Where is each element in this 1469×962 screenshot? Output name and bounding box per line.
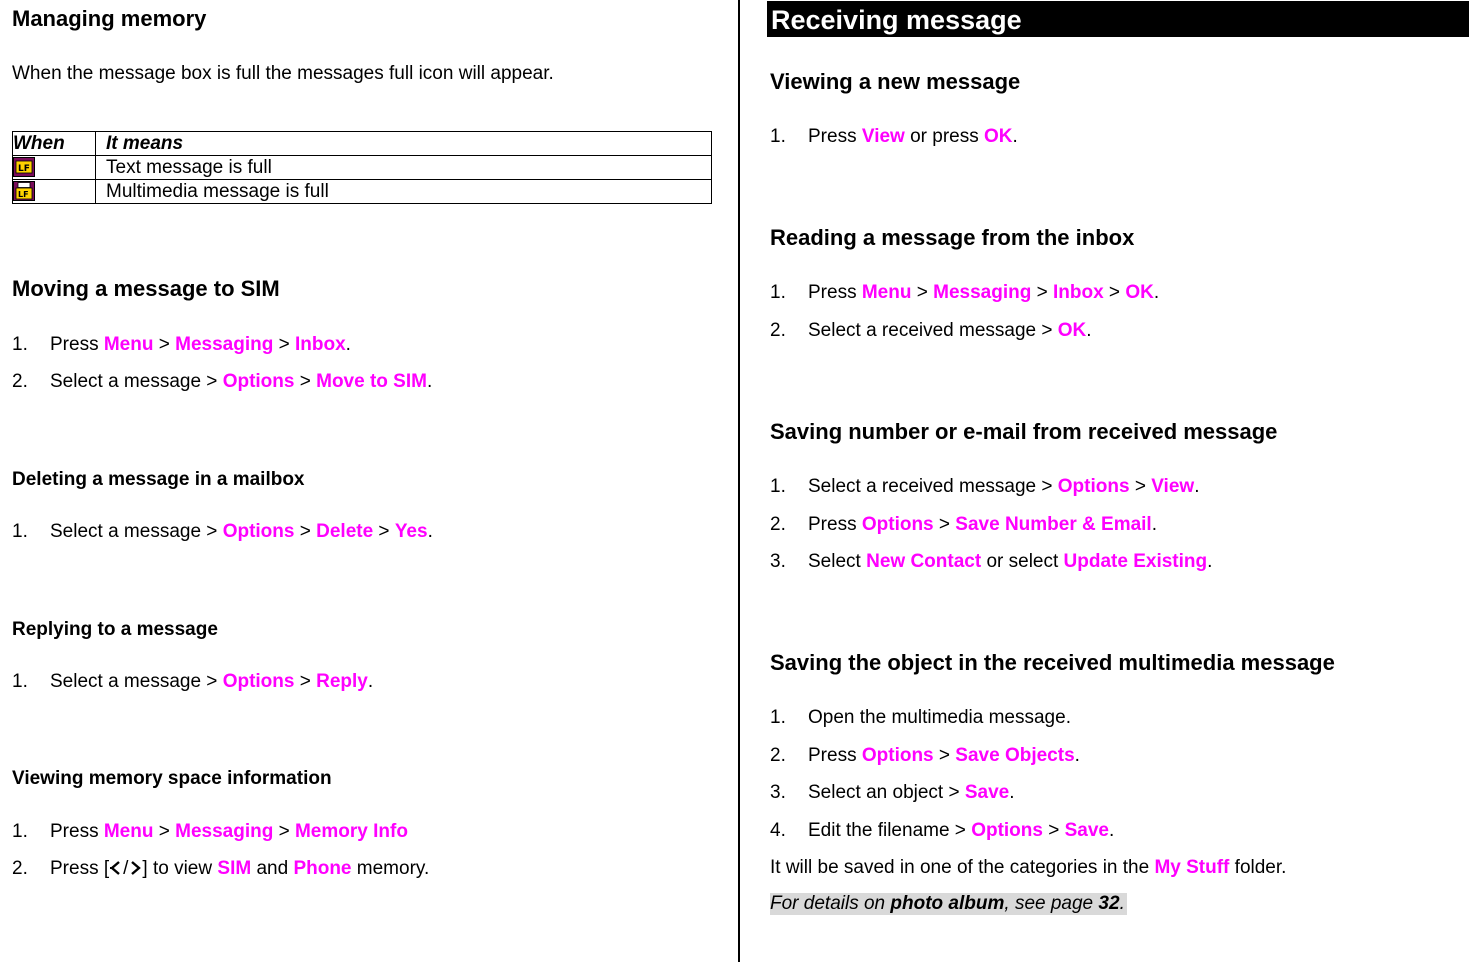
mms-full-icon <box>13 181 35 201</box>
nav-right-icon <box>128 860 142 876</box>
nav-left-icon <box>109 860 123 876</box>
replying-message-heading: Replying to a message <box>12 619 218 640</box>
table-cell-meaning: Text message is full <box>96 156 712 180</box>
table-header-when: When <box>13 132 96 156</box>
list-item: 1. Select a received message > Options > View. <box>770 476 1200 497</box>
list-item: 1. Press Menu > Messaging > Inbox. <box>12 334 351 355</box>
list-item: 1. Press Menu > Messaging > Inbox > OK. <box>770 282 1160 303</box>
managing-memory-text: When the message box is full the messages full icon will appear. <box>12 63 554 84</box>
list-item: 2. Select a message > Options > Move to SIM. <box>12 371 433 392</box>
table-cell-meaning: Multimedia message is full <box>96 180 712 204</box>
saving-number-heading: Saving number or e-mail from received message <box>770 419 1278 444</box>
list-item: 1. Press View or press OK. <box>770 126 1018 147</box>
managing-memory-heading: Managing memory <box>12 6 207 31</box>
list-item: 2. Press Options > Save Number & Email. <box>770 514 1157 535</box>
list-item: 3. Select New Contact or select Update Existing. <box>770 551 1213 572</box>
list-item: 1. Select a message > Options > Reply. <box>12 671 374 692</box>
moving-message-heading: Moving a message to SIM <box>12 276 280 301</box>
reading-inbox-heading: Reading a message from the inbox <box>770 225 1135 250</box>
list-item: 1. Select a message > Options > Delete > Yes. <box>12 521 433 542</box>
svg-text:LF: LF <box>18 190 29 200</box>
memory-info-heading: Viewing memory space information <box>12 768 332 789</box>
table-row <box>13 180 712 204</box>
list-item: 2. Press Options > Save Objects. <box>770 745 1080 766</box>
sms-full-icon <box>13 157 35 177</box>
svg-text:LF: LF <box>18 164 30 175</box>
table-header-row <box>13 132 712 156</box>
saving-object-heading: Saving the object in the received multimedia message <box>770 650 1335 675</box>
photo-album-note: For details on photo album, see page 32. <box>770 893 1125 914</box>
list-item: 2. Select a received message > OK. <box>770 320 1092 341</box>
table-row <box>13 156 712 180</box>
column-divider <box>738 0 740 962</box>
list-item: 4. Edit the filename > Options > Save. <box>770 820 1115 841</box>
table-header-meaning: It means <box>96 132 712 156</box>
list-item: 1. Open the multimedia message. <box>770 707 1071 728</box>
list-item: 1. Press Menu > Messaging > Memory Info <box>12 821 408 842</box>
receiving-message-banner: Receiving message <box>767 1 1469 37</box>
list-item: 3. Select an object > Save. <box>770 782 1015 803</box>
saved-location-text: It will be saved in one of the categories in the My Stuff folder. <box>770 857 1287 878</box>
list-item: 2. Press [ / ] to view SIM and Phone memory. <box>12 858 430 879</box>
icon-meaning-table <box>12 131 712 204</box>
viewing-new-message-heading: Viewing a new message <box>770 69 1021 94</box>
deleting-message-heading: Deleting a message in a mailbox <box>12 469 305 490</box>
